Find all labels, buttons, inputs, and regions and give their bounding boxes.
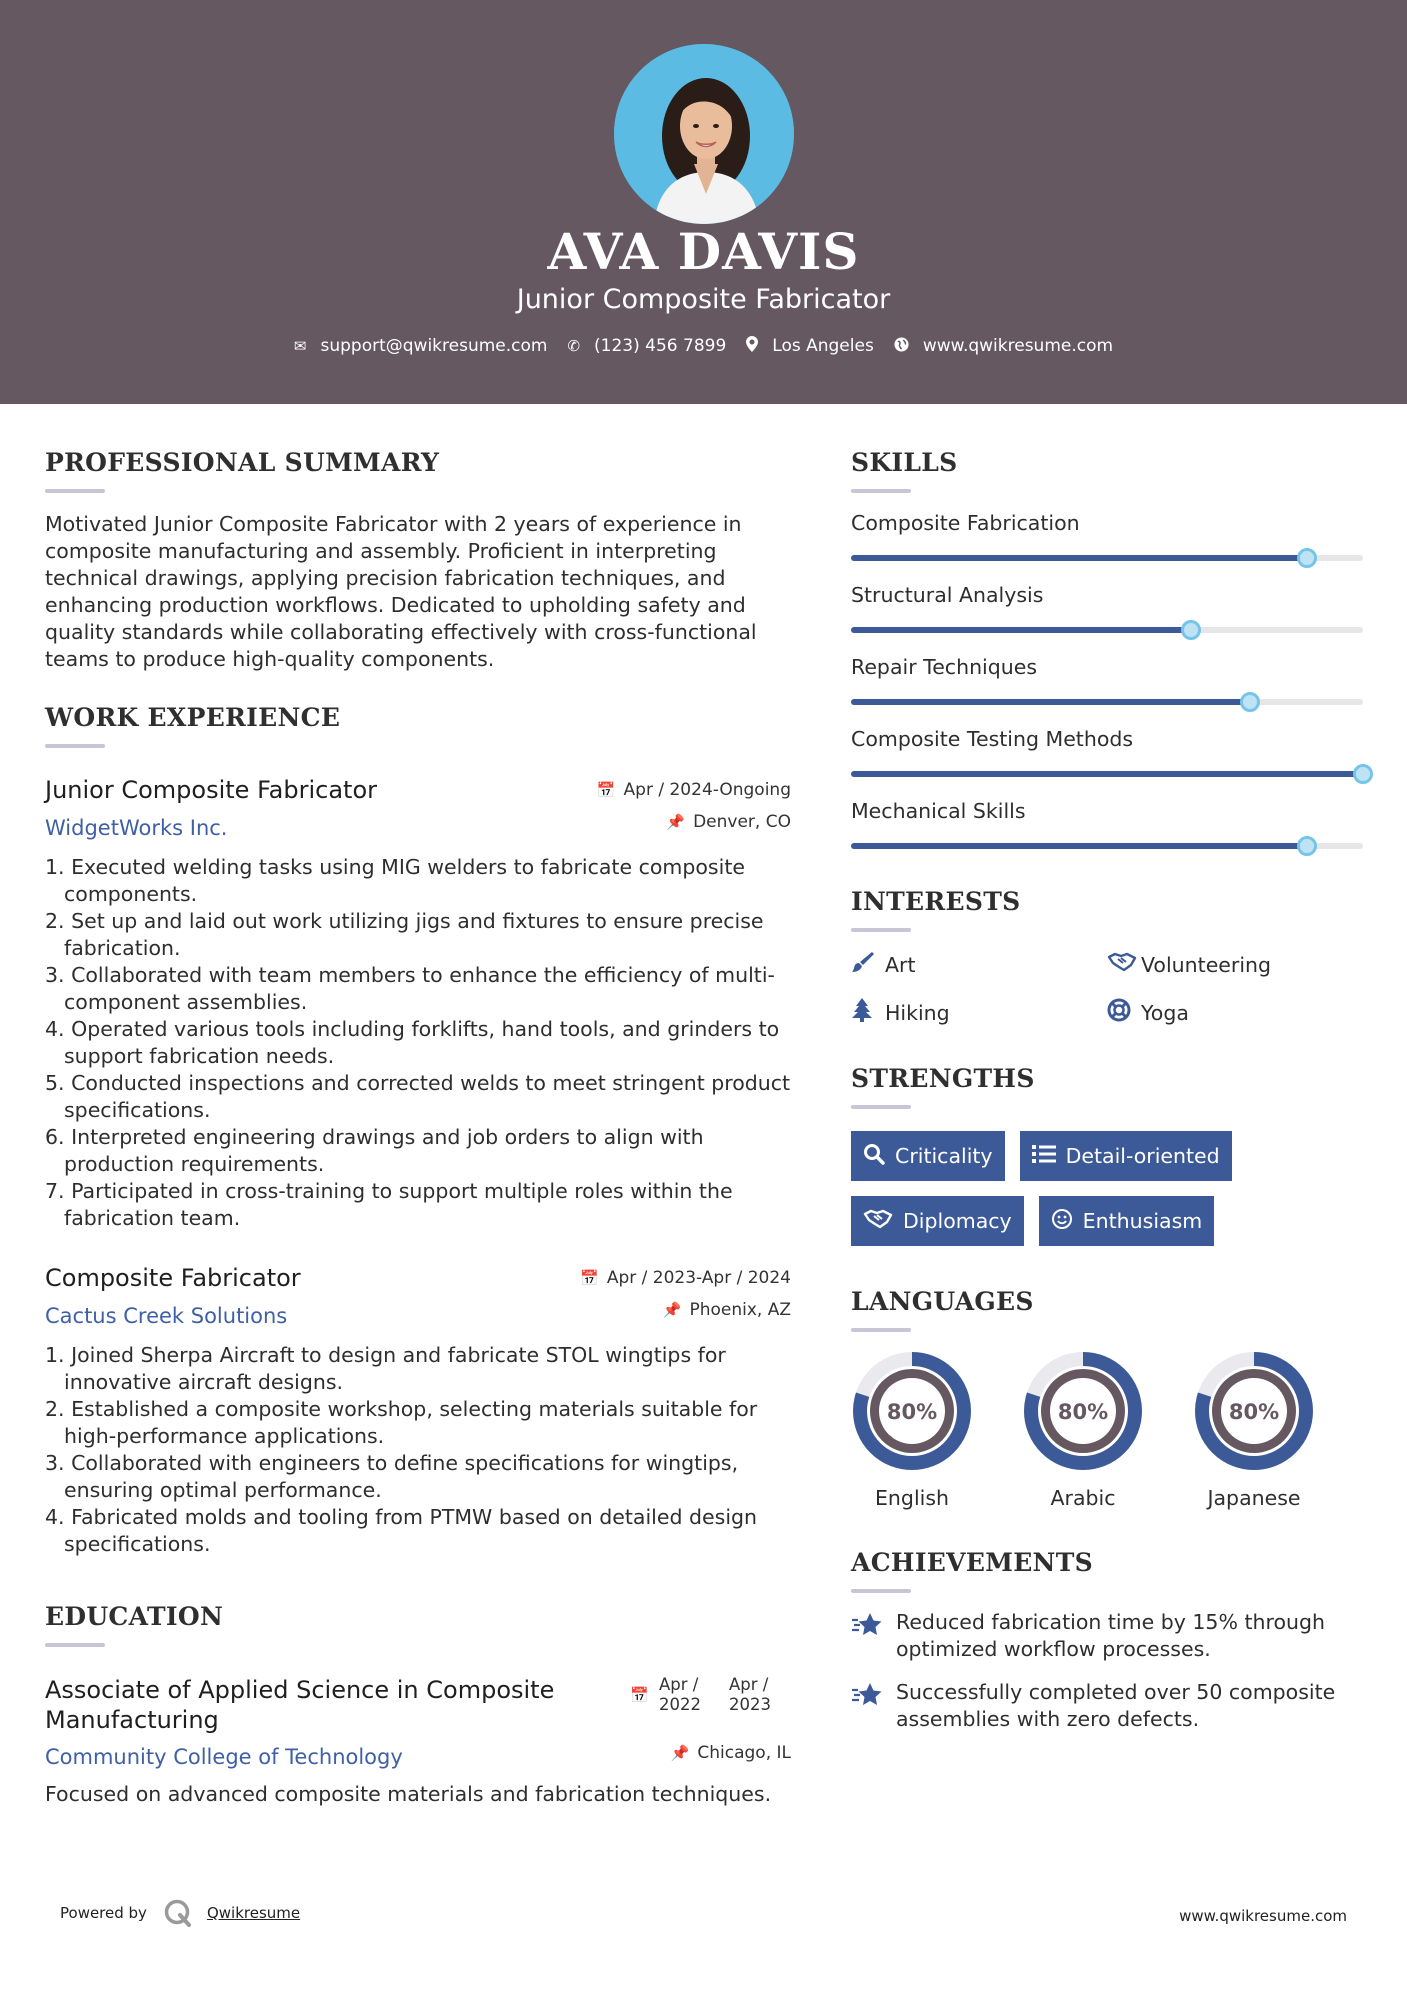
job-company: WidgetWorks Inc. <box>45 816 228 840</box>
calendar-icon: 📅 <box>596 781 616 799</box>
skill-bar-fill <box>851 627 1191 633</box>
language-item <box>851 1350 973 1510</box>
skill-bar-knob <box>1353 764 1373 784</box>
skill-item <box>851 583 1363 633</box>
strength-chip <box>1020 1131 1232 1181</box>
job-location <box>663 1300 791 1320</box>
interest-item <box>851 998 1107 1028</box>
end-month: Apr / <box>729 1675 769 1694</box>
candidate-name: AVA DAVIS <box>547 222 860 281</box>
language-percent: 80% <box>1228 1400 1280 1424</box>
skill-name: Mechanical Skills <box>851 799 1026 823</box>
contact-phone-text: (123) 456 7899 <box>594 336 727 356</box>
school-name: Community College of Technology <box>45 1745 403 1769</box>
section-title: ACHIEVEMENTS <box>851 1548 1093 1577</box>
language-percent: 80% <box>886 1400 938 1424</box>
strengths-list <box>851 1131 1363 1261</box>
candidate-role: Junior Composite Fabricator <box>516 284 891 315</box>
brand-link[interactable]: Qwikresume <box>206 1904 301 1922</box>
skill-item <box>851 727 1363 777</box>
skill-bar-track <box>851 627 1363 633</box>
job-title: Junior Composite Fabricator <box>45 776 378 804</box>
section-title: INTERESTS <box>851 887 1021 916</box>
achievement-text: Successfully completed over 50 composite assemblies with zero defects. <box>896 1680 1336 1731</box>
skill-bar-track <box>851 555 1363 561</box>
interest-label: Volunteering <box>1141 953 1272 977</box>
strength-chip <box>851 1196 1024 1246</box>
section-divider <box>851 928 911 932</box>
section-title: PROFESSIONAL SUMMARY <box>45 448 440 477</box>
pushpin-icon: 📌 <box>666 813 686 831</box>
skill-bar-fill <box>851 771 1363 777</box>
languages-list <box>851 1350 1363 1510</box>
tree-icon <box>851 998 885 1028</box>
duty-list <box>45 854 791 1232</box>
search-icon <box>863 1143 885 1170</box>
footer-powered-by <box>60 1898 300 1928</box>
section-divider <box>45 1643 105 1647</box>
skill-bar-track <box>851 699 1363 705</box>
language-ring <box>851 1350 973 1472</box>
skill-name: Repair Techniques <box>851 655 1038 679</box>
interest-label: Yoga <box>1141 1001 1189 1025</box>
language-name: Arabic <box>1050 1486 1116 1510</box>
section-title: WORK EXPERIENCE <box>45 703 341 732</box>
contact-website[interactable] <box>894 336 1113 356</box>
strength-chip <box>1039 1196 1215 1246</box>
education-location-text: Chicago, IL <box>697 1743 791 1763</box>
section-divider <box>851 1105 911 1109</box>
skill-name: Composite Testing Methods <box>851 727 1134 751</box>
strength-label: Detail-oriented <box>1065 1144 1220 1168</box>
section-divider <box>45 489 105 493</box>
section-divider <box>851 1328 911 1332</box>
list-item: 1. Joined Sherpa Aircraft to design and fabricate STOL wingtips for innovative aircraft designs. <box>45 1343 726 1394</box>
interest-item <box>1107 950 1363 980</box>
list-item: 6. Interpreted engineering drawings and job orders to align with production requirements. <box>45 1125 704 1176</box>
skill-bar-knob <box>1240 692 1260 712</box>
profile-photo-illustration <box>614 44 794 224</box>
language-name: English <box>874 1486 950 1510</box>
strengths-section <box>851 1064 1363 1261</box>
education-entry <box>45 1675 791 1808</box>
achievements-section <box>851 1548 1363 1733</box>
qwikresume-logo-icon <box>163 1898 193 1928</box>
skill-bar-track <box>851 843 1363 849</box>
list-item: 3. Collaborated with team members to enhance the efficiency of multi-component assemblies. <box>45 963 775 1014</box>
skill-bar-fill <box>851 555 1307 561</box>
skills-list <box>851 511 1363 849</box>
education-section <box>45 1602 791 1808</box>
list-item: 3. Collaborated with engineers to define specifications for wingtips, ensuring optimal performance. <box>45 1451 739 1502</box>
language-ring <box>1022 1350 1144 1472</box>
end-date <box>729 1675 771 1715</box>
contact-email[interactable] <box>294 336 548 356</box>
list-item: 1. Executed welding tasks using MIG welders to fabricate composite components. <box>45 855 745 906</box>
section-divider <box>851 1589 911 1593</box>
language-item <box>1022 1350 1144 1510</box>
list-item: 2. Established a composite workshop, selecting materials suitable for high-performance applications. <box>45 1397 758 1448</box>
interest-item <box>1107 998 1363 1028</box>
skill-bar-knob <box>1181 620 1201 640</box>
map-pin-icon <box>746 336 758 356</box>
interests-section <box>851 887 1363 1028</box>
pushpin-icon: 📌 <box>670 1744 690 1762</box>
list-icon <box>1032 1144 1056 1169</box>
left-column <box>45 448 791 1808</box>
section-title: EDUCATION <box>45 1602 224 1631</box>
language-name: Japanese <box>1207 1486 1301 1510</box>
section-title: SKILLS <box>851 448 958 477</box>
skill-item <box>851 511 1363 561</box>
start-year: 2022 <box>659 1695 701 1714</box>
paintbrush-icon <box>851 950 885 980</box>
contact-website-text: www.qwikresume.com <box>922 336 1114 356</box>
interests-grid <box>851 950 1363 1028</box>
list-item: 7. Participated in cross-training to support multiple roles within the fabrication team. <box>45 1179 733 1230</box>
powered-by-label: Powered by <box>60 1904 147 1922</box>
summary-text: Motivated Junior Composite Fabricator with 2 years of experience in composite manufacturing and assembly. Proficient in interpreting technical drawings, applying precision fabrication techniques, and enhancing production workflows. Dedicated to upholding safety and quality standards while collaborating effectively with cross-functional teams to produce high-quality components. <box>45 512 757 671</box>
contact-location <box>746 336 874 356</box>
skill-bar-knob <box>1297 836 1317 856</box>
strength-label: Criticality <box>895 1144 993 1168</box>
list-item: 2. Set up and laid out work utilizing jigs and fixtures to ensure precise fabrication. <box>45 909 764 960</box>
interest-label: Hiking <box>885 1001 950 1025</box>
duty-list <box>45 1342 791 1558</box>
job-entry <box>45 1264 791 1558</box>
skill-item <box>851 655 1363 705</box>
skill-item <box>851 799 1363 849</box>
phone-icon: ✆ <box>567 337 581 355</box>
job-title: Composite Fabricator <box>45 1264 301 1292</box>
education-location <box>671 1743 791 1763</box>
degree-title: Associate of Applied Science in Composite Manufacturing <box>45 1676 555 1734</box>
language-percent: 80% <box>1057 1400 1109 1424</box>
right-column <box>851 448 1363 1733</box>
envelope-icon: ✉ <box>293 337 307 355</box>
list-item: 4. Fabricated molds and tooling from PTMW based on detailed design specifications. <box>45 1505 758 1556</box>
strength-chip <box>851 1131 1005 1181</box>
start-date <box>659 1675 701 1715</box>
job-date <box>597 780 791 800</box>
job-date-text: Apr / 2023-Apr / 2024 <box>606 1268 791 1288</box>
skills-section <box>851 448 1363 849</box>
globe-icon <box>894 337 909 356</box>
star-icon <box>851 1679 896 1733</box>
education-description: Focused on advanced composite materials and fabrication techniques. <box>45 1782 772 1806</box>
list-item: 4. Operated various tools including forklifts, hand tools, and grinders to support fabrication needs. <box>45 1017 780 1068</box>
star-icon <box>851 1609 896 1663</box>
experience-section <box>45 703 791 1558</box>
footer-url[interactable]: www.qwikresume.com <box>1179 1907 1347 1925</box>
smiley-icon <box>1051 1208 1073 1235</box>
skill-bar-track <box>851 771 1363 777</box>
interest-item <box>851 950 1107 980</box>
achievement-item <box>851 1609 1363 1663</box>
summary-section <box>45 448 791 673</box>
section-title: LANGUAGES <box>851 1287 1034 1316</box>
interest-label: Art <box>885 953 916 977</box>
lifebuoy-icon <box>1107 998 1141 1028</box>
section-title: STRENGTHS <box>851 1064 1035 1093</box>
section-divider <box>45 744 105 748</box>
skill-name: Composite Fabrication <box>851 511 1080 535</box>
pushpin-icon: 📌 <box>662 1301 682 1319</box>
contact-email-text: support@qwikresume.com <box>320 336 548 356</box>
contact-location-text: Los Angeles <box>772 336 874 356</box>
start-month: Apr / <box>659 1675 699 1694</box>
achievement-item <box>851 1679 1363 1733</box>
job-company: Cactus Creek Solutions <box>45 1304 288 1328</box>
skill-bar-fill <box>851 699 1250 705</box>
contact-phone[interactable] <box>567 336 726 356</box>
resume-header <box>0 0 1407 404</box>
job-entry <box>45 776 791 1232</box>
job-location-text: Denver, CO <box>693 812 791 832</box>
skill-bar-knob <box>1297 548 1317 568</box>
achievement-text: Reduced fabrication time by 15% through optimized workflow processes. <box>896 1610 1326 1661</box>
list-item: 5. Conducted inspections and corrected welds to meet stringent product specifications. <box>45 1071 791 1122</box>
job-location-text: Phoenix, AZ <box>689 1300 791 1320</box>
contact-bar <box>0 336 1407 356</box>
language-item <box>1193 1350 1315 1510</box>
job-location <box>666 812 791 832</box>
handshake-icon <box>863 1208 893 1235</box>
profile-photo <box>614 44 794 224</box>
languages-section <box>851 1287 1363 1510</box>
end-year: 2023 <box>729 1695 771 1714</box>
job-date-text: Apr / 2024-Ongoing <box>623 780 791 800</box>
section-divider <box>851 489 911 493</box>
skill-name: Structural Analysis <box>851 583 1044 607</box>
job-date <box>580 1268 791 1288</box>
skill-bar-fill <box>851 843 1307 849</box>
education-dates <box>630 1675 771 1715</box>
strength-label: Diplomacy <box>903 1209 1012 1233</box>
strength-label: Enthusiasm <box>1082 1209 1203 1233</box>
calendar-icon: 📅 <box>580 1269 599 1287</box>
calendar-icon: 📅 <box>630 1686 649 1704</box>
handshake-icon <box>1107 951 1141 979</box>
language-ring <box>1193 1350 1315 1472</box>
